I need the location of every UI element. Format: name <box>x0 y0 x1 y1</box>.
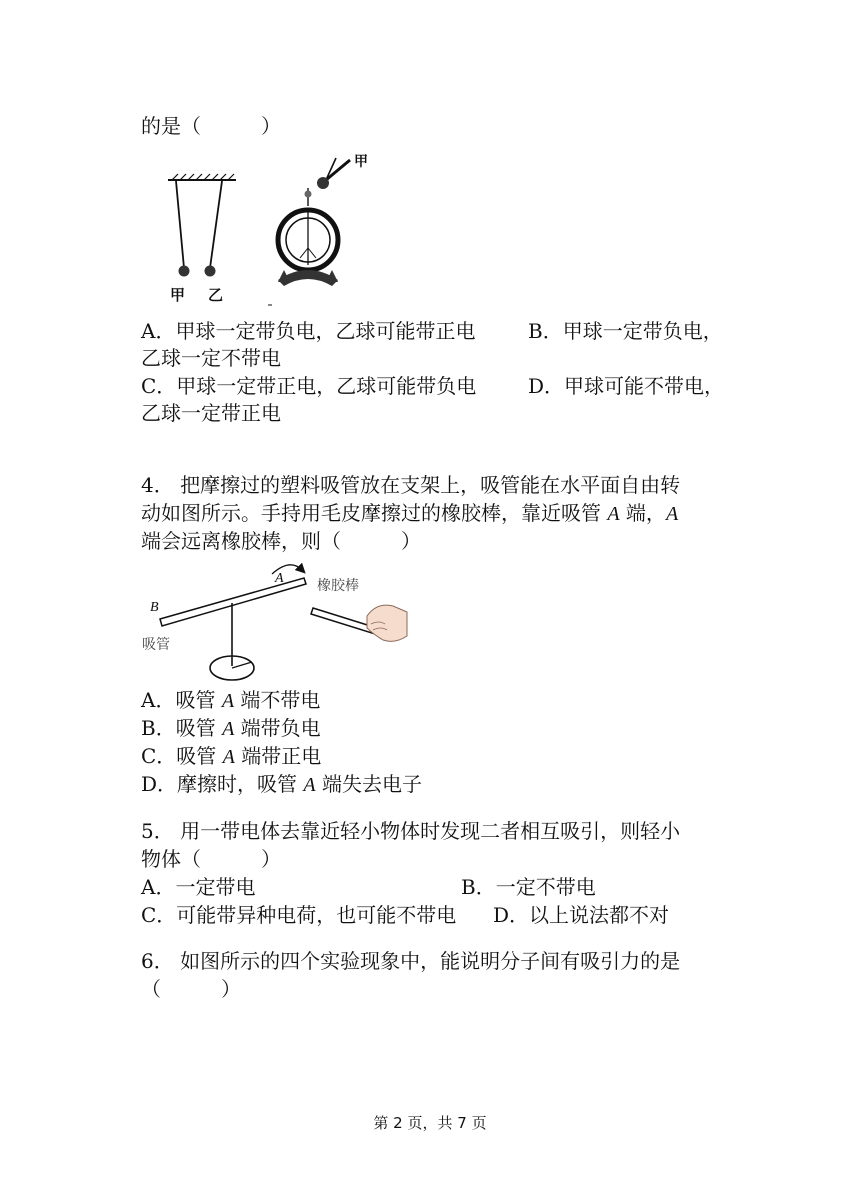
label-a: A <box>275 571 284 586</box>
label-jia: 甲 <box>170 286 186 304</box>
q3-option-c: C．甲球一定带正电，乙球可能带负电 <box>141 374 477 398</box>
q3-option-b-line1: B．甲球一定带负电， <box>528 319 723 343</box>
q3-option-d-line2: 乙球一定带正电 <box>141 401 281 425</box>
label-b: B <box>150 600 159 615</box>
q6-stem-line2: （ ） <box>141 977 241 1001</box>
q4-option-b: B．吸管 A 端带负电 <box>141 716 321 740</box>
q5-option-b: B．一定不带电 <box>461 875 596 899</box>
q3-stem-tail: 的是（ ） <box>141 114 281 138</box>
q6-stem-line1: 6． 如图所示的四个实验现象中，能说明分子间有吸引力的是 <box>141 949 681 973</box>
q4-option-a: A．吸管 A 端不带电 <box>141 688 321 712</box>
thread-yi <box>210 181 222 268</box>
thread-jia <box>176 181 184 268</box>
q5-stem-line1: 5． 用一带电体去靠近轻小物体时发现二者相互吸引，则轻小 <box>141 819 681 843</box>
label-jia-right: 甲 <box>354 154 368 170</box>
q3-option-d-line1: D．甲球可能不带电， <box>528 374 725 398</box>
q3-option-b-line2: 乙球一定不带电 <box>141 346 281 370</box>
q5-option-a: A．一定带电 <box>141 875 256 899</box>
page-footer: 第 2 页，共 7 页 <box>373 1114 487 1132</box>
q3-figure <box>160 150 380 310</box>
q5-option-d: D．以上说法都不对 <box>493 903 670 927</box>
ball-jia-right <box>317 177 329 189</box>
q5-option-c: C．可能带异种电荷，也可能不带电 <box>141 903 457 927</box>
q3-option-a: A．甲球一定带负电，乙球可能带正电 <box>141 319 476 343</box>
q4-stem-line3: 端会远离橡胶棒，则（ ） <box>141 529 421 553</box>
q4-option-d: D．摩擦时，吸管 A 端失去电子 <box>141 772 422 796</box>
q4-option-c: C．吸管 A 端带正电 <box>141 744 322 768</box>
ball-yi <box>205 266 216 277</box>
q5-stem-line2: 物体（ ） <box>141 847 281 871</box>
straw <box>160 578 306 626</box>
ball-jia <box>179 266 190 277</box>
q4-stem-line2: 动如图所示。手持用毛皮摩擦过的橡胶棒，靠近吸管 A 端，A <box>141 501 679 525</box>
rubber-rod-figure <box>305 572 415 647</box>
label-rod: 橡胶棒 <box>317 578 359 594</box>
label-yi: 乙 <box>208 286 224 304</box>
q4-stem-line1: 4． 把摩擦过的塑料吸管放在支架上，吸管能在水平面自由转 <box>141 473 681 497</box>
label-straw: 吸管 <box>142 637 170 653</box>
